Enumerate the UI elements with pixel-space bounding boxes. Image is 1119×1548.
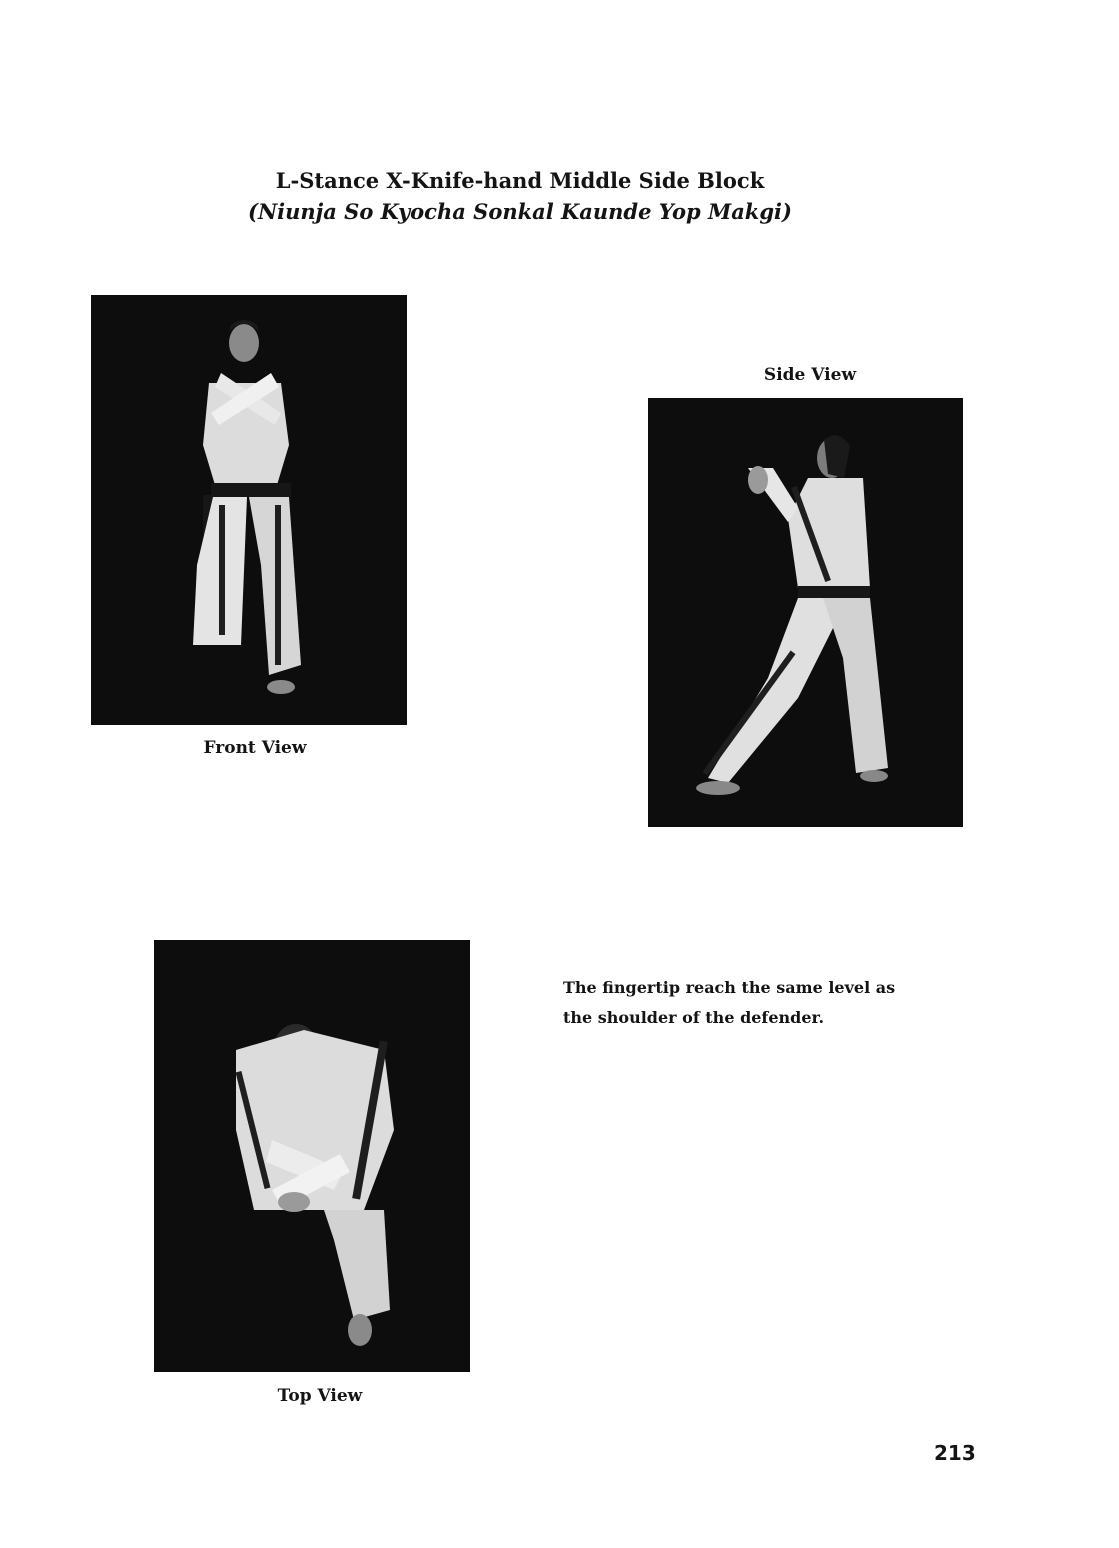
- top-view-caption: Top View: [277, 1386, 363, 1406]
- side-view-photo: [648, 398, 963, 827]
- top-view-photo: [154, 940, 470, 1372]
- page-title: L-Stance X-Knife-hand Middle Side Block: [275, 168, 765, 193]
- page-number: 213: [934, 1441, 976, 1465]
- front-view-photo: [91, 295, 407, 725]
- description-text: The fingertip reach the same level as the shoulder of the defender.: [563, 978, 896, 1027]
- front-view-caption: Front View: [203, 738, 307, 758]
- page-subtitle: (Niunja So Kyocha Sonkal Kaunde Yop Makgi): [248, 199, 792, 224]
- side-view-caption: Side View: [763, 365, 857, 385]
